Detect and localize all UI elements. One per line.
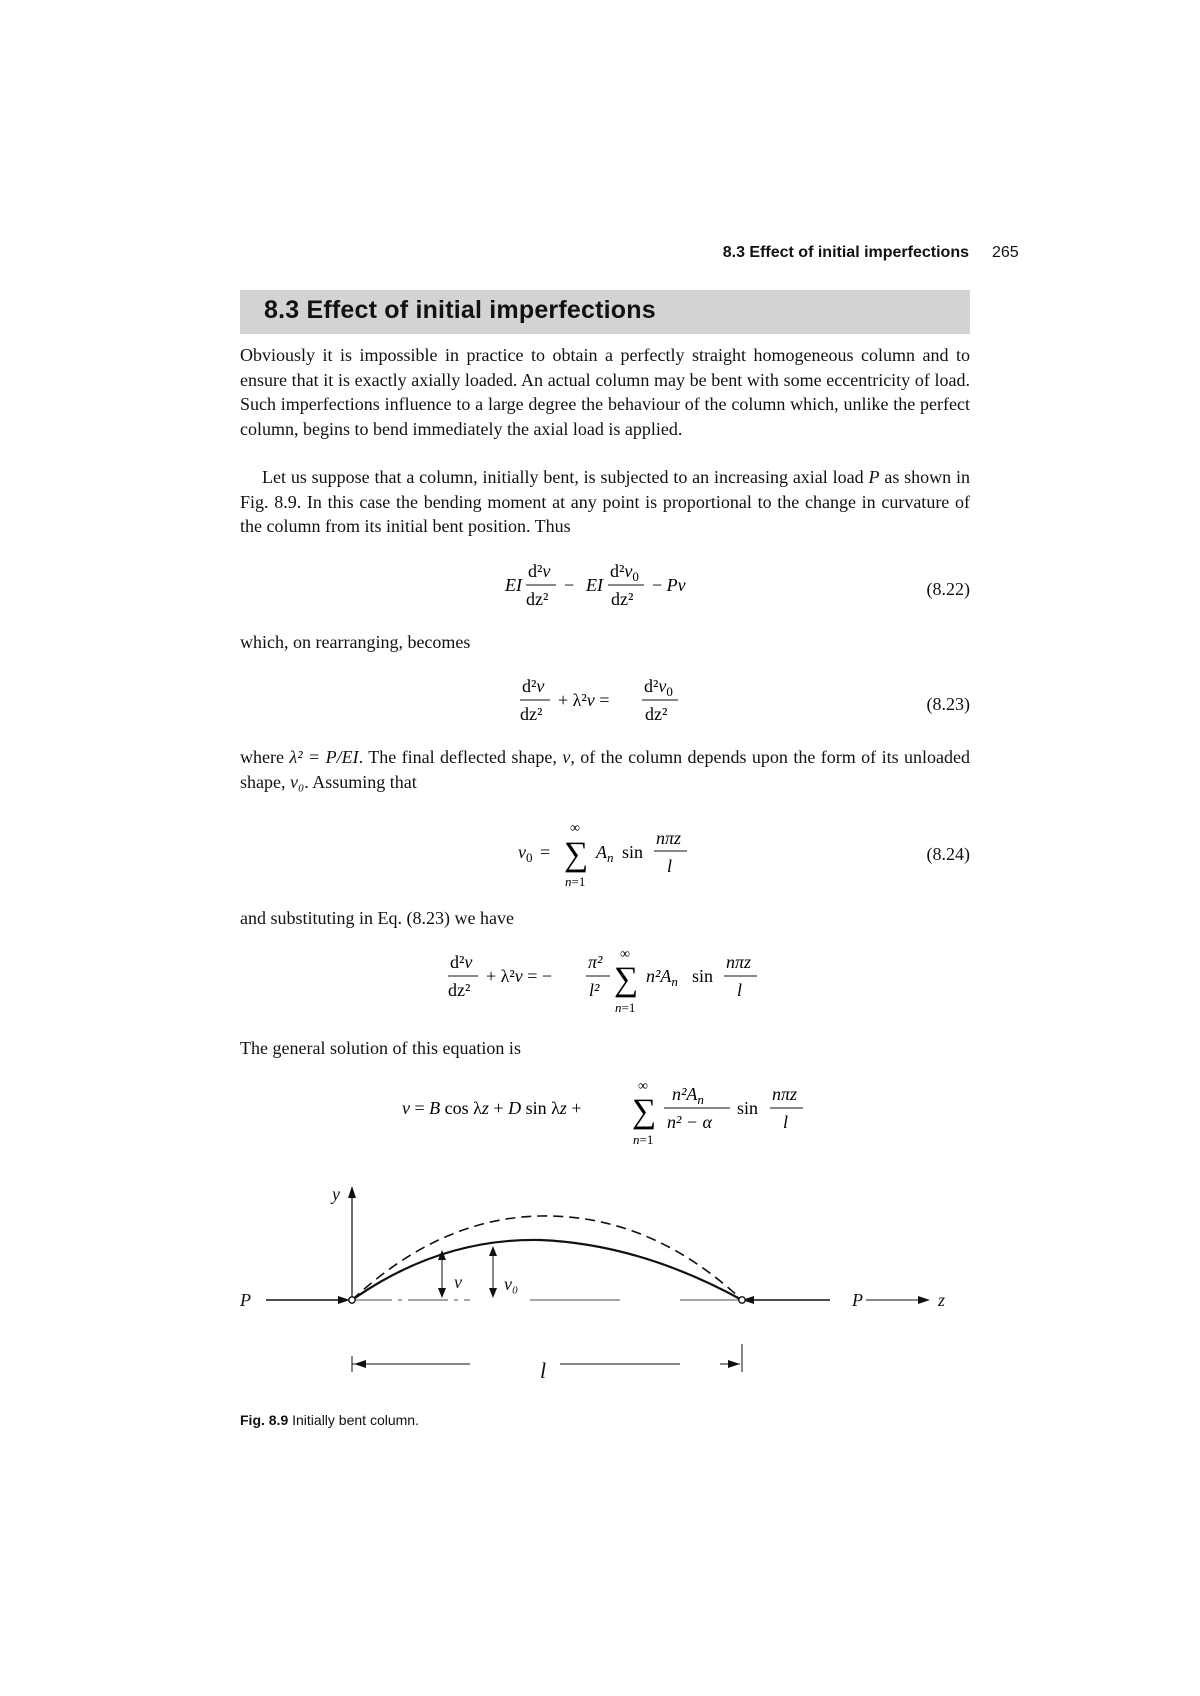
figure-label-l: l [540,1358,547,1383]
paragraph-2-symbol-p: P [868,467,880,487]
paragraph-4-lambda-eq: λ² = P/EI [289,747,359,767]
svg-text:sin: sin [692,966,714,986]
paragraph-4-text-b: . The final deflected shape, [358,747,563,767]
svg-text:EI: EI [586,575,603,595]
svg-text:∑: ∑ [564,836,589,873]
svg-text:nπz: nπz [656,828,682,848]
equation-8-24 [240,818,970,894]
paragraph-4-text-c: , of the column depends upon the form of its unloaded shape, [240,747,970,792]
paragraph-4 [240,745,970,794]
figure-label-p-left: P [240,1290,251,1310]
paragraph-3: which, on rearranging, becomes [240,632,471,652]
svg-text:− Pv: − Pv [652,575,686,595]
svg-text:l: l [783,1112,789,1132]
svg-text:l²: l² [589,980,600,1000]
svg-text:n=1: n=1 [615,1000,636,1015]
section-heading: 8.3 Effect of initial imperfections [264,296,656,324]
equation-8-23-math [240,668,970,728]
paragraph-6: The general solution of this equation is [240,1038,521,1058]
v0-arrow-bottom [489,1288,497,1298]
figure-label-v0: v₀ [504,1274,519,1294]
svg-text:d²v: d²v [450,952,473,972]
svg-text:n=1: n=1 [565,874,586,889]
equation-8-23 [240,668,970,728]
svg-text:n²An: $n^2A_n$ [646,966,678,989]
figure-label-z: z [938,1290,946,1310]
running-head [0,244,1200,268]
svg-text:n² − α: n² − α [667,1112,712,1132]
running-head-title: 8.3 Effect of initial imperfections [722,244,969,261]
v-arrow-bottom [438,1288,446,1298]
svg-text:dz²: dz² [526,589,549,609]
pin-support-right [739,1297,745,1303]
svg-text:+ λ²v =: + λ²v = [558,690,610,710]
equation-8-22-math [240,555,970,615]
svg-text:=: = [540,842,551,862]
svg-text:∑: ∑ [632,1093,657,1130]
svg-text:∞: ∞ [638,1079,648,1094]
paragraph-4-symbol-v0: v₀ [289,771,305,792]
equation-substituted-math [240,946,970,1022]
svg-text:v = B cos λz + D sin λz +: v = B cos λz + D sin λz + [402,1098,582,1118]
svg-text:d²v: d²v [528,561,551,581]
paragraph-2-text-b: as shown in Fig. 8.9. In this case the bending moment at any point is proportional to the change in curvature of the column from its initial bent position. Thus [240,467,971,536]
deflected-shape-curve [352,1216,742,1300]
svg-text:∑: ∑ [614,961,639,998]
v0-arrow-top [489,1246,497,1256]
figure-8-9 [240,1178,970,1398]
equation-number-8-24: (8.24) [926,844,970,864]
paragraph-4-text-a: where [240,747,290,767]
figure-label-p-right: P [852,1290,863,1310]
svg-text:EI: EI [505,575,522,595]
figure-caption-text: Initially bent column. [292,1412,419,1428]
equation-general-solution-math [240,1076,970,1154]
svg-text:d²v0: $d^2v_0$ [610,561,639,584]
equation-8-24-math [240,818,970,894]
svg-text:n=1: n=1 [633,1132,654,1147]
svg-text:sin: sin [622,842,644,862]
figure-label-y: y [332,1184,340,1204]
svg-text:sin: sin [737,1098,759,1118]
figure-8-9-diagram [240,1178,970,1398]
section-heading-bar [240,290,970,334]
paragraph-2 [240,465,970,539]
length-arrow-right [728,1360,740,1368]
svg-text:dz²: dz² [448,980,471,1000]
svg-text:dz²: dz² [645,704,668,724]
paragraph-1: Obviously it is impossible in practice to obtain a perfectly straight homogeneous column and to ensure that it is exactly axially loaded. An actual column may be bent with some eccentricity of load. Such imperfections influence to a large degree the behaviour of the column which, unlike the perfect column, begins to bend immediately the axial load is applied. [240,345,970,439]
svg-text:dz²: dz² [611,589,634,609]
page-number: 265 [992,244,1019,261]
svg-text:dz²: dz² [520,704,543,724]
svg-text:l: l [667,856,673,876]
z-axis-arrow [918,1296,930,1304]
figure-label-v: v [454,1272,462,1292]
pin-support-left [349,1297,355,1303]
svg-text:π²: π² [588,952,603,972]
length-arrow-left [354,1360,366,1368]
svg-text:∞: ∞ [620,947,630,962]
equation-8-22 [240,555,970,615]
equation-general-solution [240,1076,970,1154]
figure-caption [240,1412,419,1428]
svg-text:∞: ∞ [570,821,580,836]
svg-text:n²An: $n^2A_n$ [672,1084,704,1107]
svg-text:d²v: d²v [522,676,545,696]
equation-number-8-23: (8.23) [926,694,970,714]
paragraph-5: and substituting in Eq. (8.23) we have [240,908,514,928]
paragraph-2-text-a: Let us suppose that a column, initially bent, is subjected to an increasing axial load [262,467,869,487]
paragraph-4-text-d: . Assuming that [304,771,417,792]
svg-text:+ λ²v = −: + λ²v = − [486,966,553,986]
svg-text:d²v0: $d^2v_0$ [644,676,673,699]
svg-text:An: $A_n$ [596,842,614,865]
svg-text:v0: $v_0$ [518,842,533,865]
paragraph-4-symbol-v: v [562,747,571,767]
initial-shape-curve [352,1240,742,1300]
svg-text:nπz: nπz [726,952,752,972]
equation-number-8-22: (8.22) [926,579,970,599]
equation-substituted [240,946,970,1022]
svg-text:l: l [737,980,743,1000]
figure-caption-label: Fig. 8.9 [240,1412,289,1428]
svg-text:nπz: nπz [772,1084,798,1104]
y-axis-arrow [348,1186,356,1198]
svg-text:−: − [564,575,575,595]
